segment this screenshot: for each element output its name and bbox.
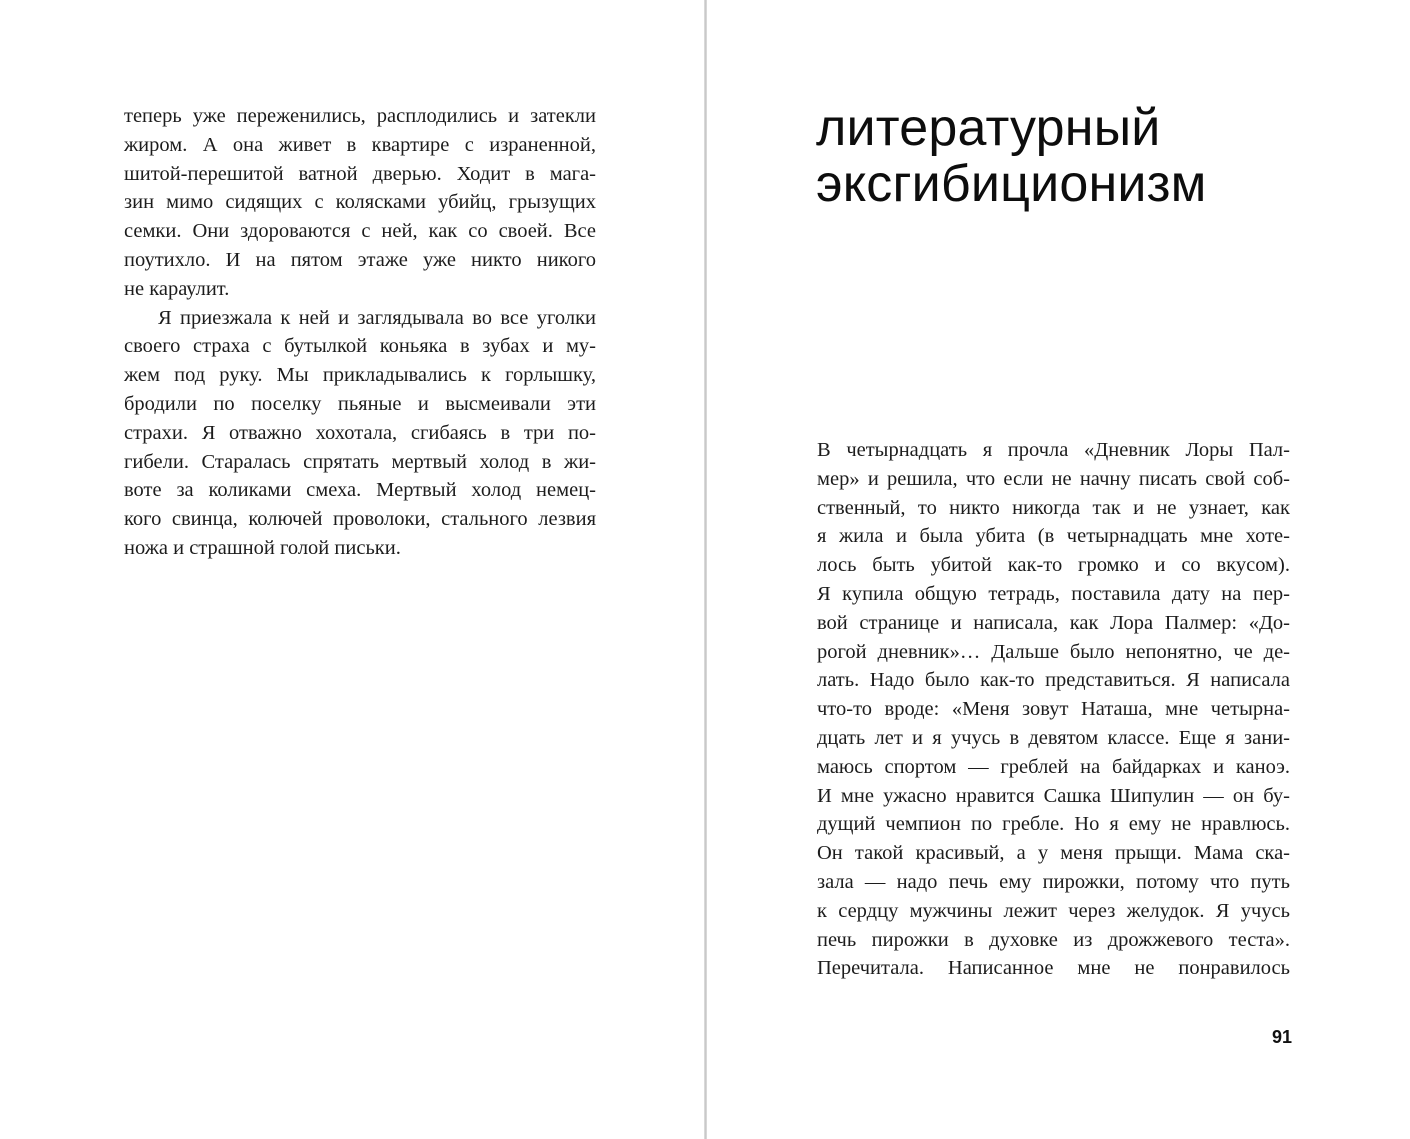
text-line: Я купила общую тетрадь, поставила дату на пер- <box>817 582 1290 605</box>
text-line: что-то вроде: «Меня зовут Наташа, мне четырна- <box>817 698 1290 721</box>
text-line: гибели. Старалась спрятать мертвый холод в жи- <box>124 450 596 473</box>
text-line: поутихло. И на пятом этаже уже никто никого <box>124 248 596 271</box>
text-line: кого свинца, колючей проволоки, стального лезвия <box>124 508 596 531</box>
text-line: не караулит. <box>124 277 230 300</box>
text-line: Я приезжала к ней и заглядывала во все уголки <box>158 306 596 329</box>
chapter-title <box>816 100 1316 212</box>
text-line: бродили по поселку пьяные и высмеивали эти <box>124 392 596 415</box>
text-line: своего страха с бутылкой коньяка в зубах и му- <box>124 335 596 358</box>
text-line: мер» и решила, что если не начну писать свой соб- <box>817 467 1290 490</box>
left-page-text <box>124 102 596 563</box>
page-number: 91 <box>1271 1027 1292 1047</box>
text-line: страхи. Я отважно хохотала, сгибаясь в три по- <box>124 421 596 444</box>
text-line: зала — надо печь ему пирожки, потому что путь <box>817 870 1290 893</box>
text-line: лось быть убитой как-то громко и со вкусом). <box>817 554 1290 577</box>
text-line: жиром. А она живет в квартире с израненной, <box>124 133 596 156</box>
text-line: печь пирожки в духовке из дрожжевого теста». <box>817 928 1290 951</box>
right-page <box>707 0 1410 1139</box>
chapter-title-line: эксгибиционизм <box>816 155 1207 213</box>
text-line: ственный, то никто никогда так и не узнает, как <box>817 496 1290 519</box>
paragraph-1 <box>817 436 1290 983</box>
text-line: дцать лет и я учусь в девятом классе. Еще я зани- <box>817 726 1290 749</box>
paragraph-2 <box>124 304 596 563</box>
text-line: Он такой красивый, а у меня прыщи. Мама ска- <box>817 842 1290 865</box>
text-line: маюсь спортом — греблей на байдарках и каноэ. <box>817 755 1290 778</box>
text-line: дущий чемпион по гребле. Но я ему не нравлюсь. <box>817 813 1290 836</box>
text-line: И мне ужасно нравится Сашка Шипулин — он бу- <box>817 784 1290 807</box>
right-page-text <box>817 436 1290 983</box>
paragraph-1 <box>124 102 596 304</box>
text-line: воте за коликами смеха. Мертвый холод немец- <box>124 479 596 502</box>
text-line: семки. Они здороваются с ней, как со своей. Все <box>124 220 596 243</box>
text-line: рогой дневник»… Дальше было непонятно, че де- <box>817 640 1290 663</box>
text-line: ножа и страшной голой письки. <box>124 536 401 559</box>
text-line: лать. Надо было как-то представиться. Я написала <box>817 669 1290 692</box>
text-line: Перечитала. Написанное мне не понравилось <box>817 957 1290 980</box>
chapter-title-line: литературный <box>816 99 1161 157</box>
text-line: шитой-перешитой ватной дверью. Ходит в мага- <box>124 162 596 185</box>
text-line: я жила и была убита (в четырнадцать мне хоте- <box>817 525 1290 548</box>
text-line: к сердцу мужчины лежит через желудок. Я учусь <box>817 899 1290 922</box>
text-line: В четырнадцать я прочла «Дневник Лоры Пал- <box>817 439 1290 461</box>
text-line: зин мимо сидящих с колясками убийц, грызущих <box>124 191 596 214</box>
text-line: вой странице и написала, как Лора Палмер: «До- <box>817 611 1290 634</box>
text-line: теперь уже переженились, расплодились и затекли <box>124 105 596 127</box>
text-line: жем под руку. Мы прикладывались к горлышку, <box>124 364 596 387</box>
